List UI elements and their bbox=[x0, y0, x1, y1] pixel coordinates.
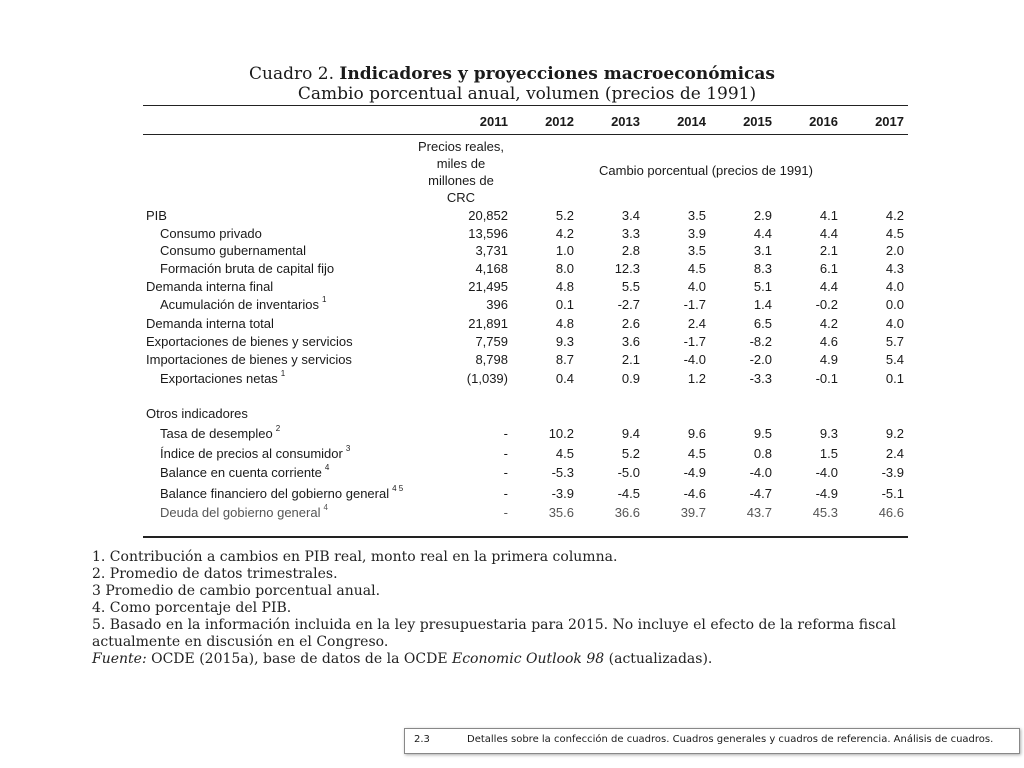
table-cell: 3.4 bbox=[621, 208, 640, 223]
table-cell: 9.3 bbox=[819, 426, 838, 441]
table-cell: - bbox=[503, 465, 508, 480]
row-label-text: PIB bbox=[146, 208, 167, 223]
row-label bbox=[160, 226, 262, 241]
year-header: 2015 bbox=[743, 114, 772, 129]
row-label-text: Balance en cuenta corriente bbox=[160, 465, 322, 480]
table-cell: 4.5 bbox=[885, 226, 904, 241]
table-cell: 1.0 bbox=[555, 243, 574, 258]
source-text-end: (actualizadas). bbox=[604, 651, 713, 667]
table-cell: -5.0 bbox=[617, 465, 640, 480]
table-cell: 7,759 bbox=[475, 334, 508, 349]
table-cell: -0.2 bbox=[815, 297, 838, 312]
table-cell: 2.6 bbox=[621, 316, 640, 331]
unit-note-line: CRC bbox=[446, 190, 476, 205]
table-row bbox=[0, 243, 1024, 261]
row-label bbox=[160, 297, 326, 312]
year-header: 2014 bbox=[677, 114, 706, 129]
table-row bbox=[0, 226, 1024, 244]
table-cell: 4.3 bbox=[885, 261, 904, 276]
table-cell: 8,798 bbox=[475, 352, 508, 367]
table-cell: -4.0 bbox=[749, 465, 772, 480]
row-label-text: Consumo gubernamental bbox=[160, 243, 306, 258]
row-label bbox=[160, 465, 329, 480]
table-cell: 10.2 bbox=[548, 426, 574, 441]
unit-note-line: miles de bbox=[436, 156, 486, 171]
row-label-text: Tasa de desempleo bbox=[160, 426, 273, 441]
footer-caption bbox=[404, 728, 1020, 754]
table-cell: 4.4 bbox=[819, 279, 838, 294]
table-cell: 4.8 bbox=[555, 316, 574, 331]
table-cell: 4.2 bbox=[885, 208, 904, 223]
row-label bbox=[146, 208, 167, 223]
table-cell: - bbox=[503, 486, 508, 501]
table-cell: 3.1 bbox=[753, 243, 772, 258]
table-cell: 5.4 bbox=[885, 352, 904, 367]
table-cell: 20,852 bbox=[468, 208, 508, 223]
row-label-text: Formación bruta de capital fijo bbox=[160, 261, 335, 276]
table-cell: 4.5 bbox=[687, 261, 706, 276]
table-cell: 3.9 bbox=[687, 226, 706, 241]
table-row bbox=[0, 486, 1024, 504]
row-label bbox=[160, 505, 328, 520]
row-label-text: Demanda interna total bbox=[146, 316, 274, 331]
table-cell: 4.6 bbox=[819, 334, 838, 349]
table-cell: 8.7 bbox=[555, 352, 574, 367]
table-row bbox=[0, 352, 1024, 370]
row-label bbox=[160, 446, 350, 461]
table-cell: 4.4 bbox=[753, 226, 772, 241]
table-cell: 3.5 bbox=[687, 208, 706, 223]
table-cell: 45.3 bbox=[812, 505, 838, 520]
row-label bbox=[146, 334, 353, 349]
table-row bbox=[0, 426, 1024, 444]
table-bottom-rule bbox=[143, 536, 908, 538]
table-cell: 3.6 bbox=[621, 334, 640, 349]
table-cell: 5.2 bbox=[621, 446, 640, 461]
table-cell: 36.6 bbox=[614, 505, 640, 520]
table-cell: 0.9 bbox=[621, 371, 640, 386]
table-cell: -2.7 bbox=[617, 297, 640, 312]
table-cell: - bbox=[503, 505, 508, 520]
table-cell: -3.3 bbox=[749, 371, 772, 386]
table-cell: 6.5 bbox=[753, 316, 772, 331]
table-row bbox=[0, 297, 1024, 315]
table-cell: 2.9 bbox=[753, 208, 772, 223]
footnote: 5. Basado en la información incluida en la ley presupuestaria para 2015. No incluye el efecto de la reforma fiscal actualmente en discusión en el Congreso. bbox=[92, 617, 896, 650]
title-prefix: Cuadro 2. bbox=[249, 64, 334, 84]
table-cell: 2.4 bbox=[885, 446, 904, 461]
row-label bbox=[160, 243, 306, 258]
row-label bbox=[160, 371, 285, 386]
table-cell: -3.9 bbox=[551, 486, 574, 501]
source-label: Fuente: bbox=[92, 651, 147, 667]
row-label bbox=[146, 352, 352, 367]
table-cell: 4,168 bbox=[475, 261, 508, 276]
footnotes bbox=[92, 549, 932, 668]
table-cell: 5.2 bbox=[555, 208, 574, 223]
table-cell: 2.0 bbox=[885, 243, 904, 258]
row-label-text: Balance financiero del gobierno general bbox=[160, 486, 390, 501]
table-cell: 0.4 bbox=[555, 371, 574, 386]
table-cell: 3,731 bbox=[475, 243, 508, 258]
row-label-text: Índice de precios al consumidor bbox=[160, 446, 343, 461]
table-cell: -4.5 bbox=[617, 486, 640, 501]
table-row bbox=[0, 334, 1024, 352]
table-cell: 12.3 bbox=[614, 261, 640, 276]
row-label bbox=[160, 261, 334, 276]
footnote: 1. Contribución a cambios en PIB real, monto real en la primera columna. bbox=[92, 549, 618, 565]
footnote: 4. Como porcentaje del PIB. bbox=[92, 600, 292, 616]
table-cell: -4.9 bbox=[815, 486, 838, 501]
table-cell: 8.0 bbox=[555, 261, 574, 276]
year-header: 2011 bbox=[479, 114, 508, 129]
table-cell: -0.1 bbox=[815, 371, 838, 386]
table-cell: 4.1 bbox=[819, 208, 838, 223]
table-title bbox=[0, 64, 1024, 104]
table-cell: 9.6 bbox=[687, 426, 706, 441]
table-row bbox=[0, 316, 1024, 334]
table-cell: 396 bbox=[486, 297, 508, 312]
table-cell: 5.5 bbox=[621, 279, 640, 294]
change-note: Cambio porcentual (precios de 1991) bbox=[599, 163, 813, 178]
table-row bbox=[0, 261, 1024, 279]
table-cell: 3.5 bbox=[687, 243, 706, 258]
table-cell: 39.7 bbox=[680, 505, 706, 520]
table-cell: 9.3 bbox=[555, 334, 574, 349]
year-header: 2016 bbox=[809, 114, 838, 129]
table-cell: 4.2 bbox=[819, 316, 838, 331]
footnote-ref: 1 bbox=[321, 295, 327, 304]
footnote-ref: 1 bbox=[280, 369, 286, 378]
table-cell: 3.3 bbox=[621, 226, 640, 241]
other-indicators-heading: Otros indicadores bbox=[146, 406, 248, 421]
row-label bbox=[160, 486, 403, 501]
source-line bbox=[92, 651, 932, 668]
year-header: 2012 bbox=[545, 114, 574, 129]
table-cell: -5.3 bbox=[551, 465, 574, 480]
row-label-text: Importaciones de bienes y servicios bbox=[146, 352, 352, 367]
table-cell: -3.9 bbox=[881, 465, 904, 480]
table-cell: 4.9 bbox=[819, 352, 838, 367]
table-row bbox=[0, 505, 1024, 523]
table-cell: 4.0 bbox=[687, 279, 706, 294]
table-cell: 9.2 bbox=[885, 426, 904, 441]
table-cell: 0.0 bbox=[885, 297, 904, 312]
table-cell: 9.4 bbox=[621, 426, 640, 441]
table-cell: 2.8 bbox=[621, 243, 640, 258]
table-cell: 21,891 bbox=[468, 316, 508, 331]
row-label bbox=[160, 426, 280, 441]
table-cell: 21,495 bbox=[468, 279, 508, 294]
table-top-rule bbox=[143, 105, 908, 106]
title-bold: Indicadores y proyecciones macroeconómicas bbox=[339, 64, 775, 84]
table-cell: 4.0 bbox=[885, 316, 904, 331]
footnote-ref: 4 5 bbox=[392, 484, 404, 493]
footnote-ref: 4 bbox=[323, 503, 328, 512]
table-cell: 0.1 bbox=[555, 297, 574, 312]
table-cell: 2.4 bbox=[687, 316, 706, 331]
table-row bbox=[0, 371, 1024, 389]
table-cell: 4.2 bbox=[555, 226, 574, 241]
table-cell: 9.5 bbox=[753, 426, 772, 441]
table-cell: 5.7 bbox=[885, 334, 904, 349]
table-row bbox=[0, 279, 1024, 297]
table-cell: 0.8 bbox=[753, 446, 772, 461]
table-header-rule bbox=[143, 134, 908, 135]
table-cell: 1.4 bbox=[753, 297, 772, 312]
footer-text: Detalles sobre la confección de cuadros. Cuadros generales y cuadros de referencia. Análisis de cuadros. bbox=[467, 734, 994, 745]
table-cell: 0.1 bbox=[885, 371, 904, 386]
table-cell: -4.9 bbox=[683, 465, 706, 480]
row-label-text: Consumo privado bbox=[160, 226, 262, 241]
table-cell: 4.5 bbox=[555, 446, 574, 461]
year-header: 2013 bbox=[611, 114, 640, 129]
unit-note-line: millones de bbox=[428, 173, 494, 188]
table-cell: 4.5 bbox=[687, 446, 706, 461]
row-label-text: Acumulación de inventarios bbox=[160, 297, 319, 312]
footnote: 2. Promedio de datos trimestrales. bbox=[92, 566, 338, 582]
footnote-ref: 4 bbox=[324, 463, 330, 472]
table-cell: 4.8 bbox=[555, 279, 574, 294]
table-cell: -1.7 bbox=[683, 334, 706, 349]
table-cell: - bbox=[503, 446, 508, 461]
unit-note-line: Precios reales, bbox=[418, 139, 504, 154]
table-cell: - bbox=[503, 426, 508, 441]
table-cell: -4.6 bbox=[683, 486, 706, 501]
table-cell: -2.0 bbox=[749, 352, 772, 367]
table-row bbox=[0, 446, 1024, 464]
source-text: OCDE (2015a), base de datos de la OCDE bbox=[146, 651, 452, 667]
table-cell: 2.1 bbox=[819, 243, 838, 258]
table-cell: -4.0 bbox=[815, 465, 838, 480]
table-row bbox=[0, 465, 1024, 483]
table-cell: 8.3 bbox=[753, 261, 772, 276]
table-cell: 43.7 bbox=[746, 505, 772, 520]
table-cell: -1.7 bbox=[683, 297, 706, 312]
footnote: 3 Promedio de cambio porcentual anual. bbox=[92, 583, 381, 599]
footnote-ref: 3 bbox=[345, 444, 351, 453]
table-row bbox=[0, 208, 1024, 226]
table-cell: -5.1 bbox=[881, 486, 904, 501]
table-cell: 4.4 bbox=[819, 226, 838, 241]
table-cell: 46.6 bbox=[878, 505, 904, 520]
title-main bbox=[0, 64, 1024, 84]
table-cell: 13,596 bbox=[468, 226, 508, 241]
row-label-text: Deuda del gobierno general bbox=[160, 505, 321, 520]
table-cell: -8.2 bbox=[749, 334, 772, 349]
source-italic: Economic Outlook 98 bbox=[452, 651, 605, 667]
table-cell: 2.1 bbox=[621, 352, 640, 367]
row-label bbox=[146, 279, 273, 294]
table-cell: (1,039) bbox=[466, 371, 508, 386]
table-cell: 4.0 bbox=[885, 279, 904, 294]
footer-number: 2.3 bbox=[414, 734, 430, 745]
title-subtitle: Cambio porcentual anual, volumen (precios de 1991) bbox=[297, 84, 757, 104]
row-label bbox=[146, 316, 274, 331]
footnote-ref: 2 bbox=[275, 424, 281, 433]
row-label-text: Demanda interna final bbox=[146, 279, 274, 294]
year-header: 2017 bbox=[875, 114, 904, 129]
table-cell: 1.5 bbox=[819, 446, 838, 461]
table-cell: 6.1 bbox=[819, 261, 838, 276]
table-cell: 1.2 bbox=[687, 371, 706, 386]
table-cell: 35.6 bbox=[548, 505, 574, 520]
row-label-text: Exportaciones netas bbox=[160, 371, 278, 386]
unit-note bbox=[408, 138, 514, 206]
table-cell: 5.1 bbox=[753, 279, 772, 294]
row-label-text: Exportaciones de bienes y servicios bbox=[146, 334, 353, 349]
table-cell: -4.7 bbox=[749, 486, 772, 501]
table-cell: -4.0 bbox=[683, 352, 706, 367]
